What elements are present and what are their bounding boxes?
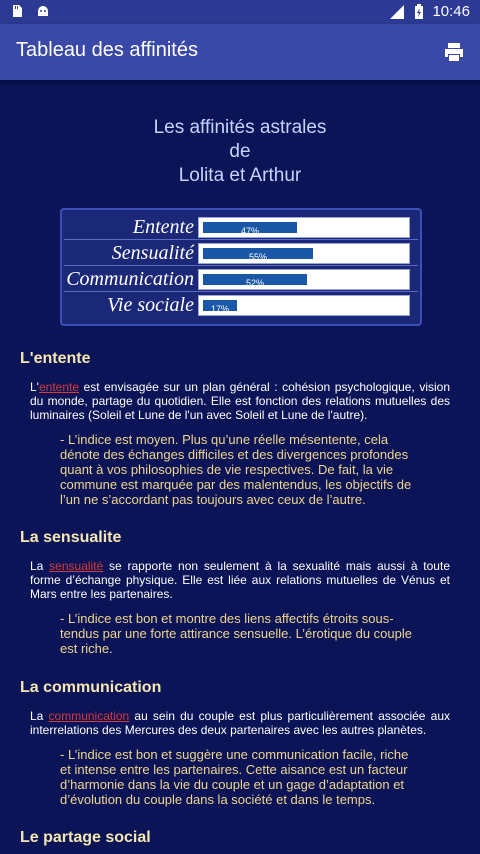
- status-bar: [0, 0, 480, 24]
- section-title: La sensualite: [20, 529, 122, 546]
- section-intro: La sensualité se rapporte non seulement à la sexualité mais aussi à toute forme d’échange physique. Elle est liée aux relations mutuelles de Vénus et Mars entre les partenaires.: [30, 559, 450, 601]
- print-icon[interactable]: [442, 40, 466, 64]
- section-title: Le partage social: [20, 829, 151, 846]
- section-intro: L'entente est envisagée sur un plan général : cohésion psychologique, vision du monde, partage du quotidien. Elle est fonction des relations mutuelles des luminaires (Soleil et Lune de l'un avec Soleil et Lune de l'autre).: [30, 380, 450, 422]
- chart-row: [62, 214, 420, 240]
- signal-lte-icon: [388, 4, 406, 20]
- section-partage-social: [20, 829, 450, 847]
- section-entente: [20, 350, 450, 507]
- chart-row: [62, 266, 420, 292]
- section-title: La communication: [20, 679, 162, 696]
- category-label: Entente: [132, 216, 194, 238]
- bar-track: [198, 269, 410, 290]
- app-bar: [0, 24, 480, 80]
- bar: [203, 300, 237, 314]
- section-detail: - L’indice est bon et montre des liens affectifs étroits sous-tendus par une forte attirance sensuelle. L’érotique du couple est riche.: [60, 611, 412, 656]
- android-icon: [36, 4, 50, 18]
- heading-line-1: Les affinités astrales: [153, 117, 327, 138]
- value-label: 55%: [248, 252, 267, 262]
- content: [0, 80, 480, 846]
- bar-track: [198, 217, 410, 238]
- heading-line-3: Lolita et Arthur: [178, 165, 302, 186]
- sd-card-icon: [10, 4, 24, 18]
- bar-track: [198, 295, 410, 316]
- keyword-link[interactable]: communication: [48, 709, 130, 723]
- bar: [203, 274, 307, 288]
- battery-charging-icon: [414, 4, 424, 20]
- keyword-link[interactable]: sensualité: [49, 559, 104, 573]
- section-title: L'entente: [20, 350, 91, 367]
- section-communication: [20, 679, 450, 807]
- category-label: Sensualité: [111, 242, 194, 264]
- chart-row: [62, 240, 420, 266]
- keyword-link[interactable]: entente: [38, 380, 80, 394]
- value-label: 52%: [245, 278, 264, 288]
- heading-line-2: de: [229, 141, 251, 162]
- section-detail: - L’indice est bon et suggère une communication facile, riche et intense entre les partenaires. Cette aisance est un facteur d’harmonie dans la vie du couple et un gage d’adaptation et d’évolution du couple dans la société et dans le temps.: [60, 747, 409, 807]
- category-label: Vie sociale: [107, 294, 194, 316]
- app-title: Tableau des affinités: [16, 39, 198, 61]
- bar-track: [198, 243, 410, 264]
- section-detail: - L’indice est moyen. Plus qu’une réelle mésentente, cela dénote des échanges difficiles et des divergences profondes quant à vos philosophies de vie respectives. De fait, la vie commune est marquée par des malentendus, les objectifs de l’un ne s’accordant pas toujours avec ceux de l’autre.: [60, 432, 412, 507]
- clock: 10:46: [432, 3, 470, 20]
- page-heading: [0, 116, 480, 188]
- affinity-chart: [60, 208, 422, 326]
- value-label: 17%: [210, 304, 229, 314]
- value-label: 47%: [240, 226, 259, 236]
- section-intro: La communication au sein du couple est plus particulièrement associée aux interrelations des Mercures des deux partenaires avec les autres planètes.: [30, 709, 450, 737]
- category-label: Communication: [66, 268, 194, 290]
- bar: [203, 248, 313, 262]
- section-sensualite: [20, 529, 450, 656]
- chart-row: [62, 292, 420, 318]
- bar: [203, 222, 297, 236]
